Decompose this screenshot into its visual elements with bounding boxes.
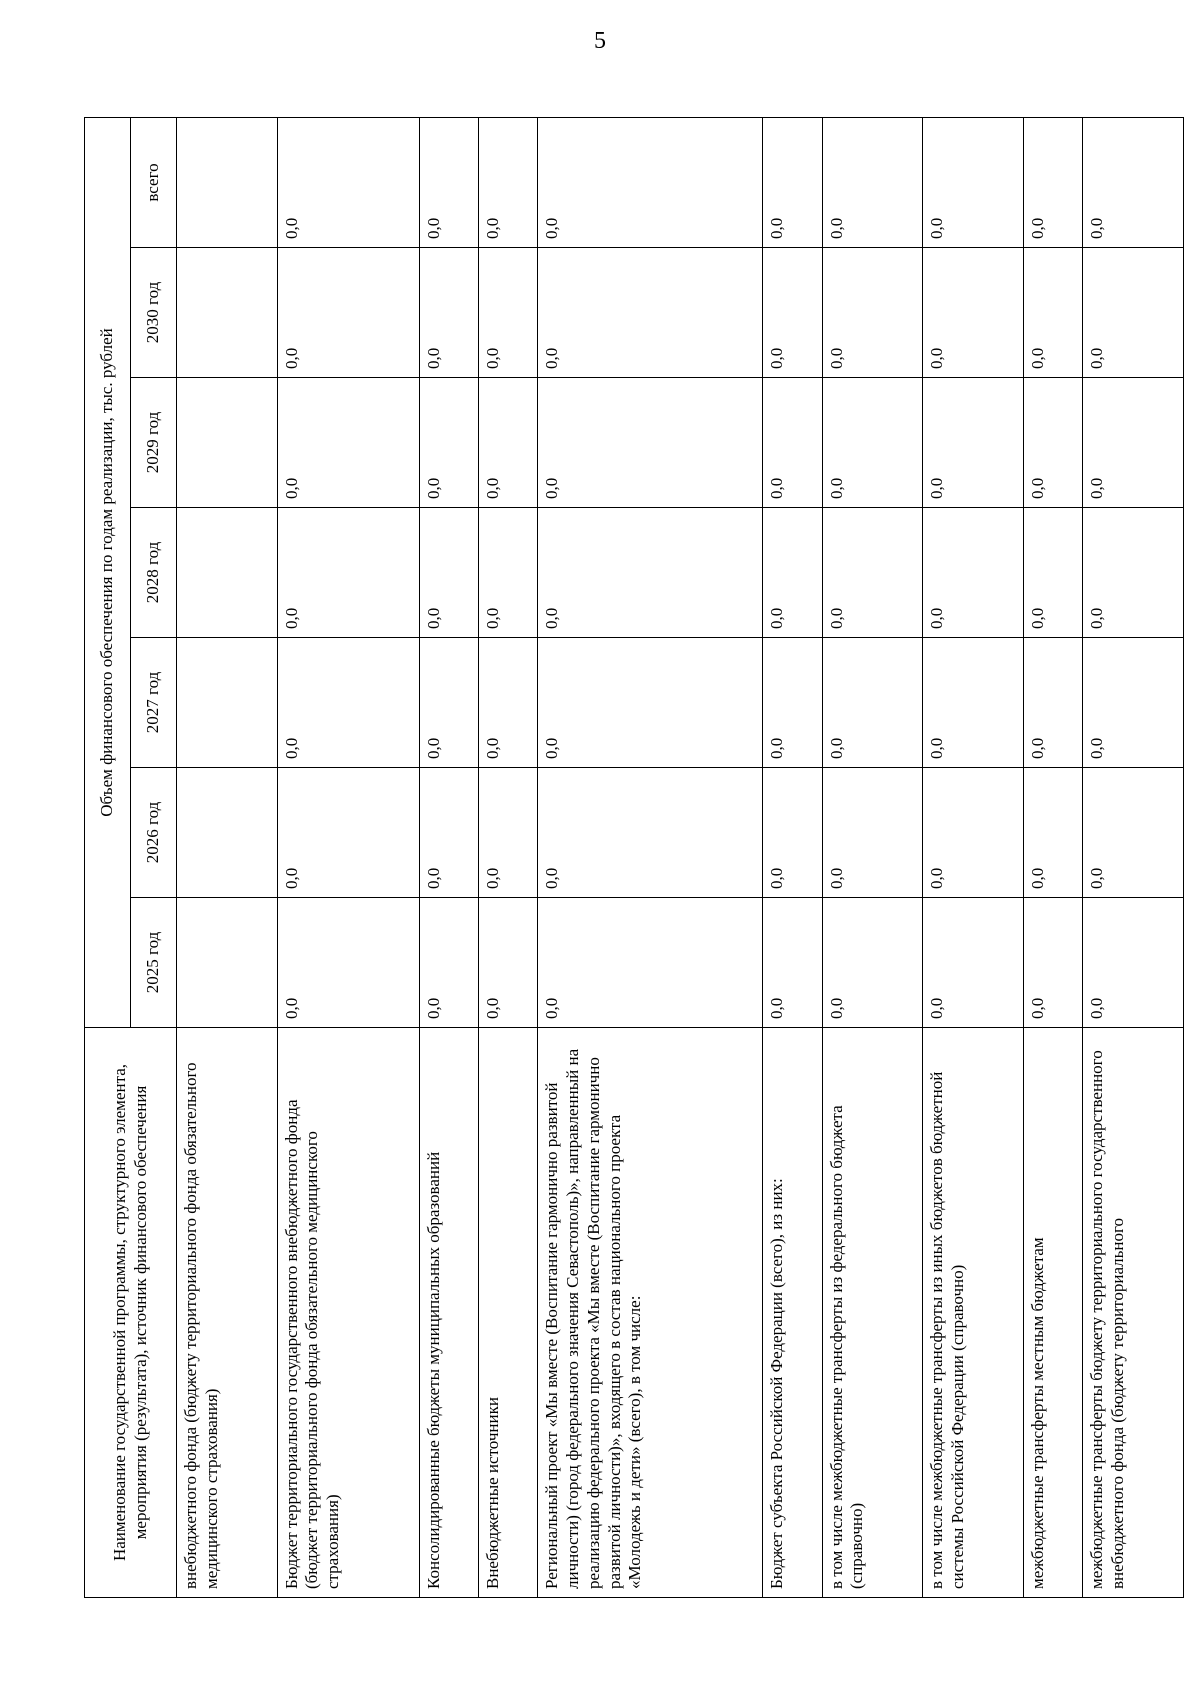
value-cell: 0,0	[923, 378, 1024, 508]
value-cell: 0,0	[822, 117, 923, 247]
value-cell: 0,0	[1023, 508, 1082, 638]
row-name-cell: Региональный проект «Мы вместе (Воспитание гармонично развитой личности) (город федерального значения Севастополь)», направленный на реализацию федерального проекта «Мы вместе (Воспитание гармонично развитой личности)», входящего в состав национального проекта «Молодежь и дети» (всего), в том числе:	[538, 1028, 763, 1598]
value-cell	[177, 898, 278, 1028]
table-row	[1023, 117, 1082, 1597]
value-cell: 0,0	[1023, 898, 1082, 1028]
value-cell	[177, 508, 278, 638]
value-cell: 0,0	[277, 378, 419, 508]
value-cell: 0,0	[1023, 768, 1082, 898]
value-cell: 0,0	[1083, 638, 1184, 768]
value-cell: 0,0	[277, 638, 419, 768]
table-row	[822, 117, 923, 1597]
value-cell: 0,0	[763, 638, 822, 768]
value-cell: 0,0	[1023, 248, 1082, 378]
value-cell	[177, 117, 278, 247]
value-cell: 0,0	[763, 768, 822, 898]
value-cell: 0,0	[419, 768, 478, 898]
value-cell: 0,0	[479, 768, 538, 898]
header-year-cell: 2028 год	[131, 508, 177, 638]
value-cell: 0,0	[538, 117, 763, 247]
value-cell: 0,0	[763, 117, 822, 247]
row-name-cell: межбюджетные трансферты местным бюджетам	[1023, 1028, 1082, 1598]
header-year-cell: 2027 год	[131, 638, 177, 768]
value-cell: 0,0	[479, 117, 538, 247]
value-cell: 0,0	[419, 508, 478, 638]
value-cell: 0,0	[479, 508, 538, 638]
table-row	[479, 117, 538, 1597]
header-year-cell: 2030 год	[131, 248, 177, 378]
value-cell: 0,0	[1083, 378, 1184, 508]
value-cell: 0,0	[763, 898, 822, 1028]
value-cell: 0,0	[822, 768, 923, 898]
value-cell: 0,0	[538, 248, 763, 378]
value-cell: 0,0	[479, 248, 538, 378]
value-cell: 0,0	[1083, 898, 1184, 1028]
row-name-cell: в том числе межбюджетные трансферты из федерального бюджета (справочно)	[822, 1028, 923, 1598]
header-year-cell: всего	[131, 117, 177, 247]
table-row	[763, 117, 822, 1597]
value-cell: 0,0	[419, 898, 478, 1028]
table-container	[84, 118, 1184, 1598]
row-name-cell: внебюджетного фонда (бюджету территориального фонда обязательного медицинского страхования)	[177, 1028, 278, 1598]
header-year-cell: 2026 год	[131, 768, 177, 898]
value-cell	[177, 638, 278, 768]
value-cell	[177, 378, 278, 508]
value-cell: 0,0	[763, 378, 822, 508]
financing-table	[84, 117, 1184, 1598]
value-cell: 0,0	[419, 638, 478, 768]
value-cell: 0,0	[419, 248, 478, 378]
value-cell: 0,0	[1083, 768, 1184, 898]
value-cell: 0,0	[1023, 638, 1082, 768]
value-cell: 0,0	[277, 117, 419, 247]
value-cell: 0,0	[822, 378, 923, 508]
value-cell: 0,0	[538, 768, 763, 898]
row-name-cell: межбюджетные трансферты бюджету территориального государственного внебюджетного фонда (бюджету территориального	[1083, 1028, 1184, 1598]
row-name-cell: Бюджет субъекта Российской Федерации (всего), из них:	[763, 1028, 822, 1598]
row-name-cell: Внебюджетные источники	[479, 1028, 538, 1598]
value-cell: 0,0	[419, 117, 478, 247]
value-cell	[177, 248, 278, 378]
header-year-cell: 2025 год	[131, 898, 177, 1028]
value-cell: 0,0	[1083, 248, 1184, 378]
value-cell: 0,0	[277, 768, 419, 898]
value-cell: 0,0	[923, 508, 1024, 638]
value-cell: 0,0	[822, 248, 923, 378]
header-name-cell: Наименование государственной программы, структурного элемента, мероприятия (результата), источник финансового обеспечения	[85, 1028, 177, 1598]
value-cell: 0,0	[822, 898, 923, 1028]
header-group-cell: Объем финансового обеспечения по годам реализации, тыс. рублей	[85, 117, 131, 1027]
page-number: 5	[594, 28, 606, 54]
value-cell: 0,0	[1023, 378, 1082, 508]
value-cell: 0,0	[923, 898, 1024, 1028]
value-cell: 0,0	[479, 638, 538, 768]
row-name-cell: в том числе межбюджетные трансферты из иных бюджетов бюджетной системы Российской Федерации (справочно)	[923, 1028, 1024, 1598]
value-cell: 0,0	[1023, 117, 1082, 247]
value-cell: 0,0	[277, 898, 419, 1028]
value-cell: 0,0	[538, 508, 763, 638]
value-cell: 0,0	[923, 638, 1024, 768]
value-cell: 0,0	[923, 248, 1024, 378]
row-name-cell: Бюджет территориального государственного внебюджетного фонда (бюджет территориального фонда обязательного медицинского страхования)	[277, 1028, 419, 1598]
value-cell: 0,0	[923, 768, 1024, 898]
table-row	[277, 117, 419, 1597]
value-cell: 0,0	[1083, 117, 1184, 247]
value-cell: 0,0	[822, 508, 923, 638]
value-cell: 0,0	[763, 248, 822, 378]
value-cell: 0,0	[419, 378, 478, 508]
value-cell: 0,0	[538, 898, 763, 1028]
header-year-cell: 2029 год	[131, 378, 177, 508]
value-cell	[177, 768, 278, 898]
table-row	[177, 117, 278, 1597]
value-cell: 0,0	[277, 508, 419, 638]
value-cell: 0,0	[479, 898, 538, 1028]
rotated-table-frame	[84, 118, 1184, 1598]
value-cell: 0,0	[1083, 508, 1184, 638]
value-cell: 0,0	[538, 378, 763, 508]
value-cell: 0,0	[822, 638, 923, 768]
table-row	[923, 117, 1024, 1597]
value-cell: 0,0	[277, 248, 419, 378]
table-row	[1083, 117, 1184, 1597]
table-row	[419, 117, 478, 1597]
value-cell: 0,0	[763, 508, 822, 638]
value-cell: 0,0	[923, 117, 1024, 247]
value-cell: 0,0	[538, 638, 763, 768]
row-name-cell: Консолидированные бюджеты муниципальных образований	[419, 1028, 478, 1598]
table-row	[538, 117, 763, 1597]
value-cell: 0,0	[479, 378, 538, 508]
